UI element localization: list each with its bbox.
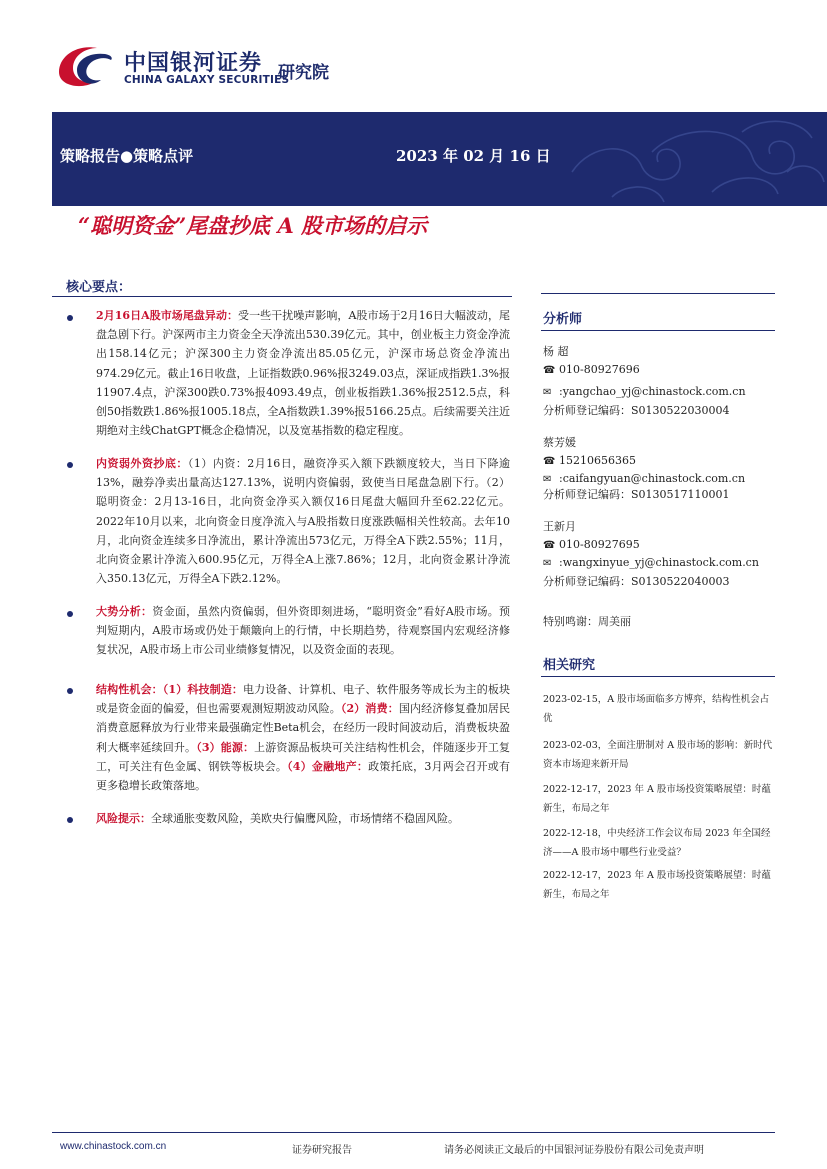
report-title: “聪明资金”尾盘抄底 A 股市场的启示 — [78, 213, 428, 238]
bullet-text: 全球通胀变数风险，美欧央行偏鹰风险，市场情绪不稳固风险。 — [151, 812, 459, 825]
bullet-text: 受一些干扰噪声影响，A股市场于2月16日大幅波动，尾盘急剧下行。沪深两市主力资金全天净流出530.39亿元。其中，创业板主力资金净流出158.14亿元；沪深300主力资金净流出85.05亿元，沪深市场总资金净流出974.29亿元。截止16日收盘，上证指数跌0.96%报3249.03点，深证成指跌1.3%报11907.4点，沪深300跌0.73%报4093.49点，创业板指跌1.36%报2512.5点，科创50指数跌1.86%报1005.18点，全A指数跌1.39%报5166.25点。后续需要关注近期绝对主线ChatGPT概念企稳情况，以及宽基指数的稳定程度。 — [96, 309, 510, 438]
footer-disclaimer: 请务必阅读正文最后的中国银河证券股份有限公司免责声明 — [444, 1145, 704, 1156]
analyst-phone — [543, 453, 636, 470]
phone-number: 15210656365 — [559, 454, 636, 467]
core-points-heading: 核心要点： — [66, 280, 132, 295]
bullet-icon — [67, 462, 73, 468]
analyst-phone — [543, 537, 640, 554]
bullet-lead: 结构性机会： — [96, 683, 163, 696]
bullet-icon — [67, 315, 73, 321]
analyst-heading-divider — [541, 330, 775, 331]
sub-text-finance: 政策托底，3月两会召开或有更多稳增长政策落地。 — [96, 759, 511, 793]
bullet-lead: 风险提示： — [96, 812, 151, 825]
bullet-icon — [67, 611, 73, 617]
sub-text-tech: 电力设备、计算机、电子、软件服务等成长为主的板块或是资金面的偏爱，但也需要观测短期波动风险。 — [96, 683, 511, 716]
bullet-text: 资金面，虽然内资偏弱，但外资即刻进场，“聪明资金”看好A股市场。预判短期内，A股市场或仍处于颠簸向上的行情，中长期趋势，待观察国内宏观经济修复状况，A股市场上市公司业绩修复情况，以及资金面的表现。 — [96, 605, 510, 657]
report-date: 2023 年 02 月 16 日 — [396, 147, 551, 165]
special-thanks: 特别鸣谢：周美丽 — [543, 615, 631, 628]
phone-icon: ☎ — [543, 365, 556, 376]
sub-lead-finance: （4）金融地产： — [287, 759, 369, 773]
bullet-lead: 2月16日A股市场尾盘异动： — [96, 309, 239, 322]
analyst-top-divider — [541, 293, 775, 294]
related-research-heading: 相关研究 — [543, 658, 596, 673]
analyst-name: 杨 超 — [543, 345, 569, 358]
bullet-capital-flow — [96, 454, 510, 588]
related-item[interactable]: 2022-12-17，2023 年 A 股市场投资策略展望：时蕴新生，布局之年 — [543, 870, 771, 900]
analyst-reg-code: 分析师登记编码：S0130522040003 — [543, 575, 730, 588]
bullet-trend-analysis — [96, 602, 510, 660]
analyst-name: 蔡芳媛 — [543, 436, 576, 449]
related-item[interactable]: 2023-02-03，全面注册制对 A 股市场的影响：新时代资本市场迎来新开局 — [543, 740, 773, 770]
analyst-email[interactable]: ✉ :yangchao_yj@chinastock.com.cn — [543, 384, 746, 401]
galaxy-logo-icon — [55, 42, 115, 92]
analysts-heading: 分析师 — [543, 312, 583, 327]
footer-center-label: 证券研究报告 — [292, 1145, 352, 1156]
sub-text-consumption: 国内经济修复叠加居民消费意愿释放为行业带来最强确定性Beta机会，在经历一段时间波动后，消费板块盈利大概率延续回升。 — [96, 702, 511, 754]
bullet-text: （1）内资：2月16日，融资净买入额下跌额度较大，当日下降逾13%，融券净卖出量高达127.13%，说明内资偏弱，致使当日尾盘急剧下行。（2）聪明资金：2月13-16日，北向资金净买入额仅16日尾盘大幅回升至62.22亿元。2022年10月以来，北向资金日度净流入与A股指数日度涨跌幅相关性较高。去年10月，北向资金连续多日净流出，累计净流出573亿元，万得全A下跌2.55%；11月，北向资金累计净流入600.95亿元，万得全A上涨7.86%；12月，北向资金累计净流入350.13亿元，万得全A下跌2.12%。 — [96, 457, 510, 586]
email-address[interactable]: caifangyuan@chinastock.com.cn — [562, 472, 746, 485]
related-item[interactable]: 2022-12-18，中央经济工作会议布局 2023 年全国经济——A 股市场中哪些行业受益？ — [543, 828, 771, 858]
sub-lead-energy: （3）能源： — [196, 740, 255, 754]
footer-url-link[interactable]: www.chinastock.com.cn — [60, 1141, 167, 1152]
bullet-icon — [67, 688, 73, 694]
analyst-email[interactable]: ✉ :caifangyuan@chinastock.com.cn — [543, 471, 745, 488]
institute-label: 研究院 — [278, 63, 329, 83]
analyst-name: 王新月 — [543, 520, 576, 533]
mail-icon: ✉ — [543, 558, 552, 569]
sub-lead-consumption: （2）消费： — [340, 702, 399, 716]
core-divider — [52, 296, 512, 297]
sub-lead-tech: （1）科技制造： — [162, 683, 243, 696]
mail-icon: ✉ — [543, 387, 552, 398]
report-type: 策略报告●策略点评 — [60, 147, 194, 165]
bullet-structural-opportunities — [96, 680, 510, 795]
analyst-phone — [543, 362, 640, 379]
bullet-lead: 内资弱外资抄底： — [96, 457, 188, 470]
analyst-reg-code: 分析师登记编码：S0130517110001 — [543, 488, 730, 501]
email-address[interactable]: yangchao_yj@chinastock.com.cn — [562, 385, 746, 398]
logo-english-name: CHINA GALAXY SECURITIES — [124, 74, 290, 86]
phone-number: 010-80927695 — [559, 538, 640, 551]
mail-icon: ✉ — [543, 474, 552, 485]
bullet-market-anomaly — [96, 306, 510, 440]
phone-icon: ☎ — [543, 540, 556, 551]
analyst-email[interactable]: ✉ :wangxinyue_yj@chinastock.com.cn — [543, 555, 759, 572]
phone-icon: ☎ — [543, 456, 556, 467]
sub-text-energy: 上游资源品板块可关注结构性机会，伴随逐步开工复工，可关注有色金属、钢铁等板块会。 — [96, 740, 511, 773]
phone-number: 010-80927696 — [559, 363, 640, 376]
email-address[interactable]: wangxinyue_yj@chinastock.com.cn — [562, 556, 759, 569]
footer-divider — [52, 1132, 775, 1133]
related-divider — [541, 676, 775, 677]
related-item[interactable]: 2023-02-15，A 股市场面临多方博弈，结构性机会占优 — [543, 694, 770, 724]
analyst-reg-code: 分析师登记编码：S0130522030004 — [543, 404, 730, 417]
related-item[interactable]: 2022-12-17，2023 年 A 股市场投资策略展望：时蕴新生，布局之年 — [543, 784, 771, 814]
bullet-icon — [67, 817, 73, 823]
bullet-risk-warning — [96, 809, 510, 828]
logo-chinese-name: 中国银河证券 — [124, 51, 263, 76]
bullet-lead: 大势分析： — [96, 605, 153, 618]
